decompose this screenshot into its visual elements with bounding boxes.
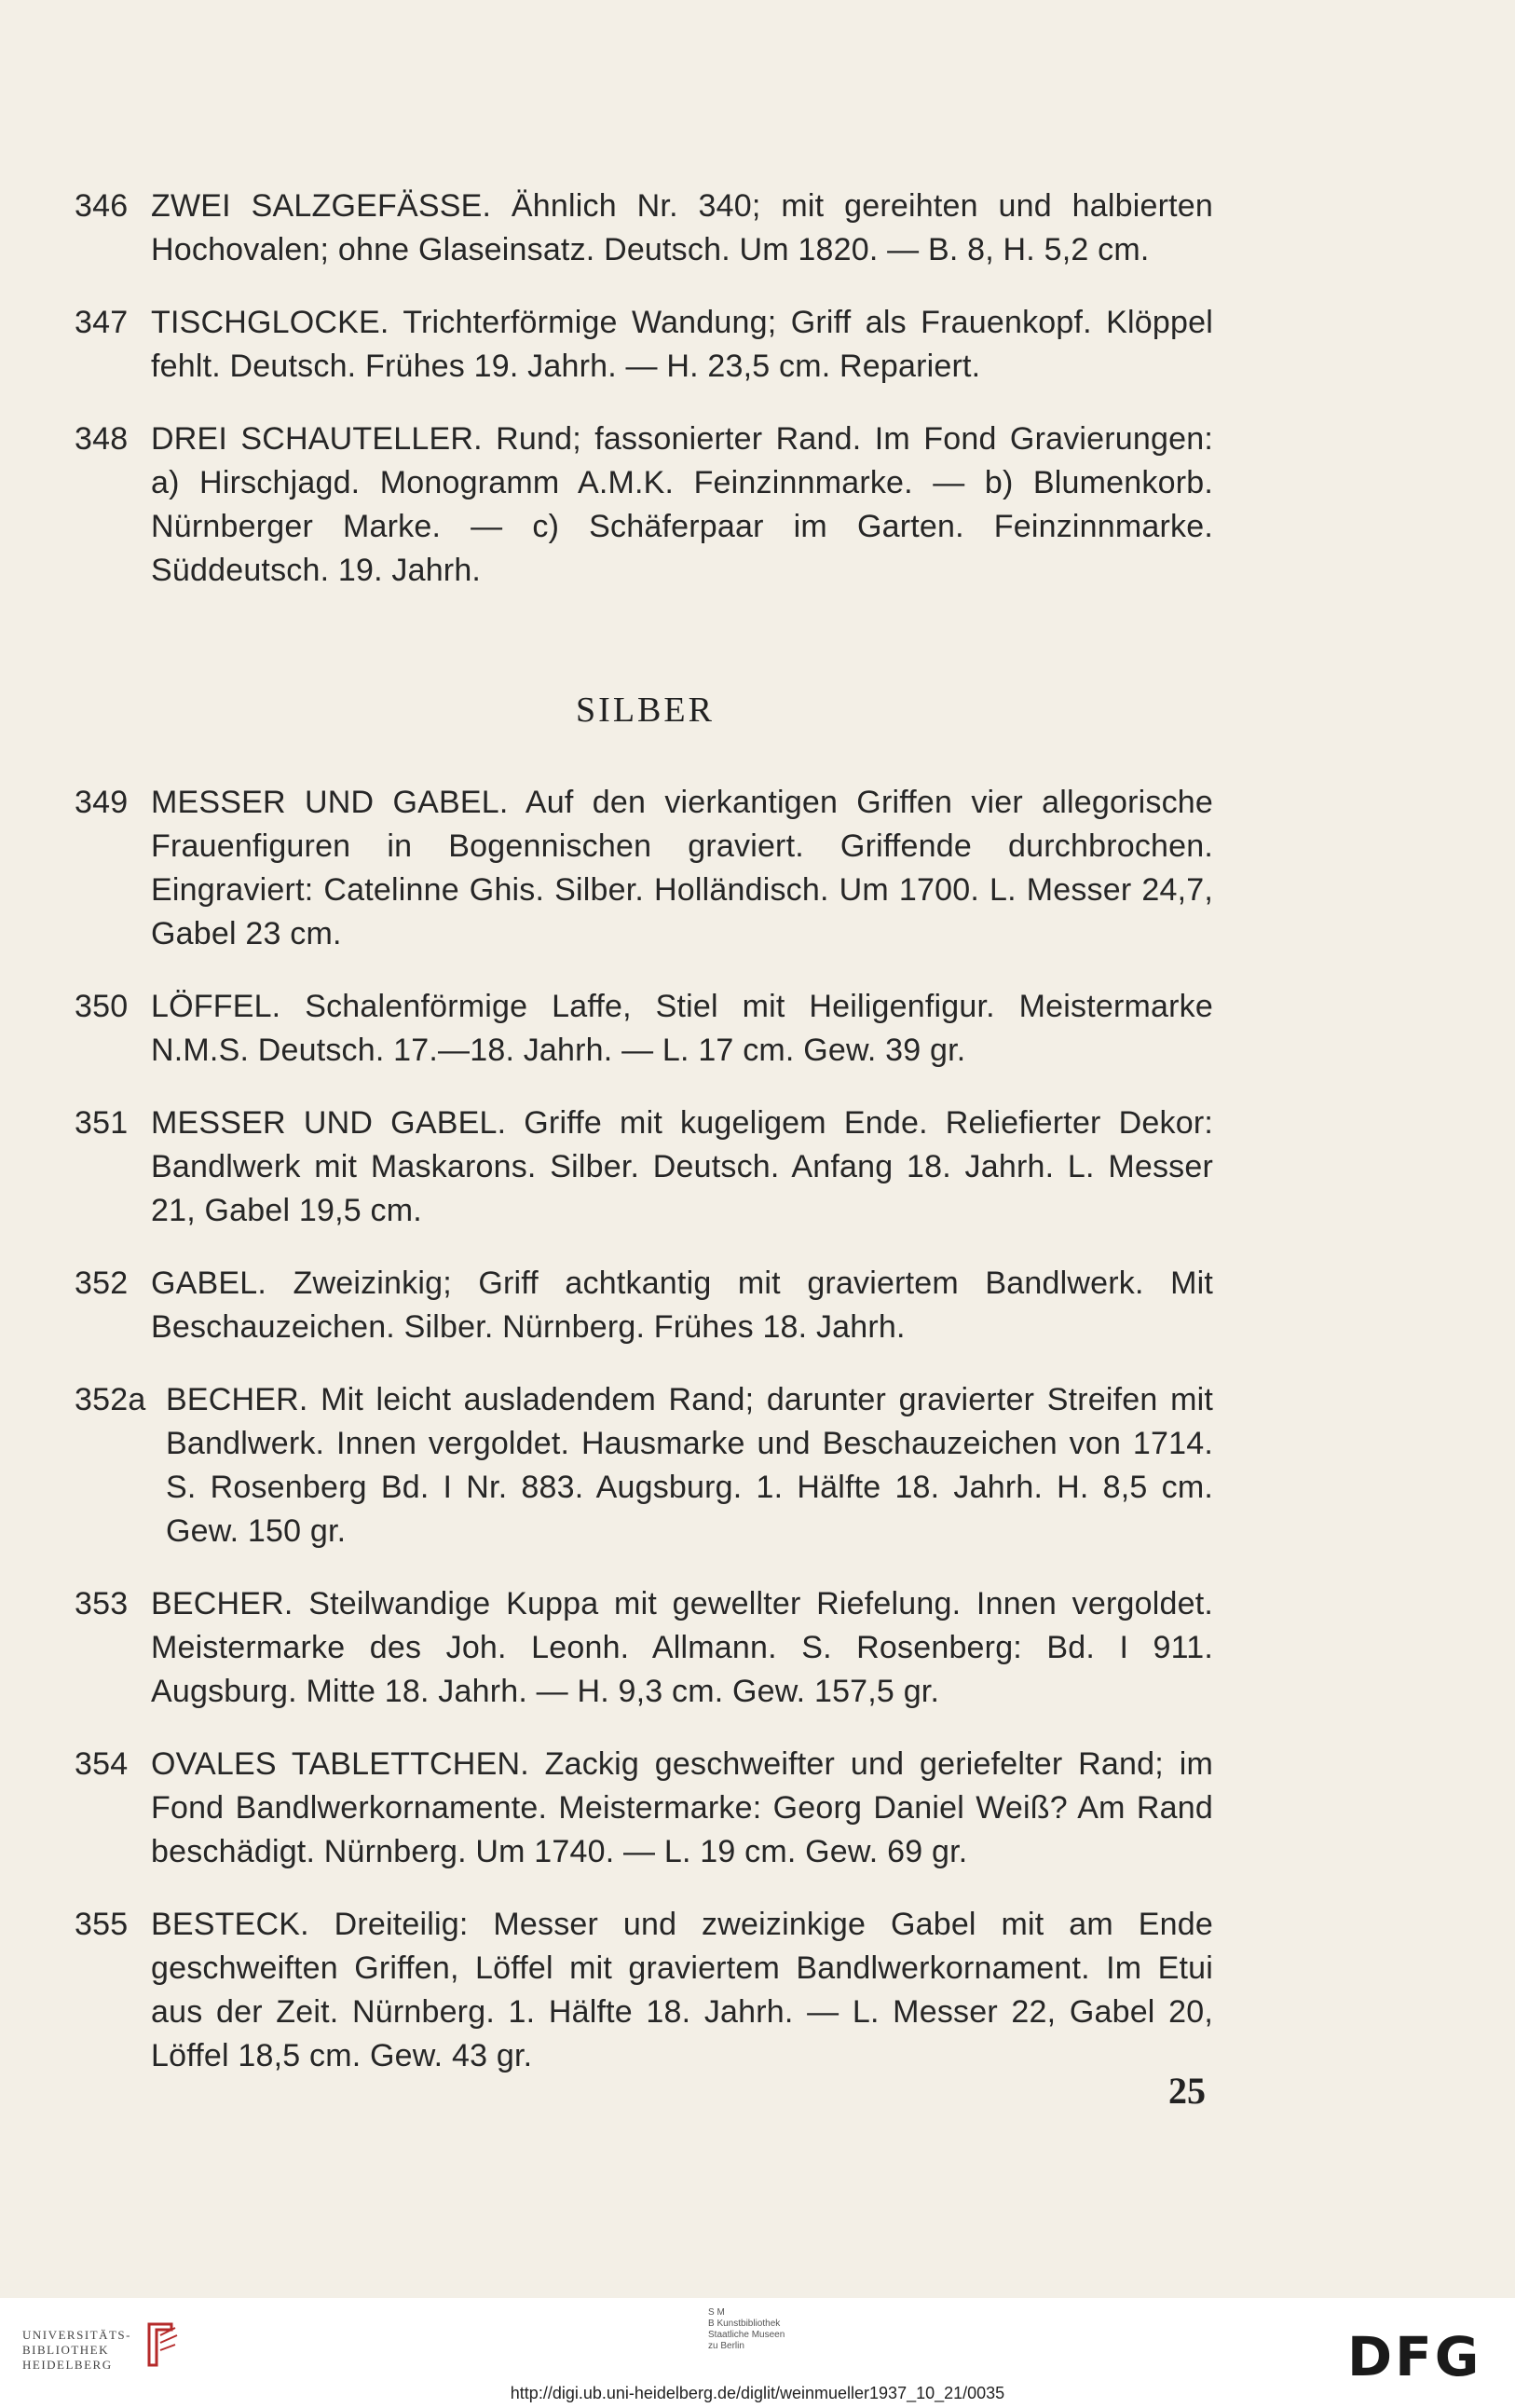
dfg-logo[interactable]: DFG (1347, 2325, 1482, 2388)
entry-number: 351 (75, 1105, 129, 1141)
catalog-entry (75, 1903, 1213, 2078)
catalog-entry (75, 985, 1213, 1073)
entry-number: 346 (75, 188, 129, 224)
catalog-entry (75, 1101, 1213, 1233)
catalog-entry (75, 1743, 1213, 1874)
entry-number: 354 (75, 1746, 129, 1782)
university-logo-icon[interactable] (140, 2319, 181, 2371)
entry-number: 353 (75, 1586, 129, 1621)
section-heading: SILBER (576, 691, 715, 730)
university-line: UNIVERSITÄTS- (22, 2328, 131, 2342)
catalog-entry (75, 185, 1213, 272)
catalog-entry (75, 781, 1213, 956)
entry-number: 352 (75, 1266, 129, 1301)
entry-text: MESSER UND GABEL. Auf den vierkantigen Griffen vier allegorische Frauenfiguren in Bogennischen graviert. Griffende durchbrochen. Eingraviert: Catelinne Ghis. Silber. Holländisch. Um 1700. L. Messer 24,7, Gabel 23 cm. (151, 785, 1213, 951)
entry-text: TISCHGLOCKE. Trichterförmige Wandung; Griff als Frauenkopf. Klöppel fehlt. Deutsch. Frühes 19. Jahrh. — H. 23,5 cm. Repariert. (151, 305, 1213, 384)
kunstbibliothek-line: zu Berlin (708, 2341, 744, 2351)
entry-text: DREI SCHAUTELLER. Rund; fassonierter Rand. Im Fond Gravierungen: a) Hirschjagd. Monogramm A.M.K. Feinzinnmarke. — b) Blumenkorb. Nürnberger Marke. — c) Schäferpaar im Garten. Feinzinnmarke. Süddeutsch. 19. Jahrh. (151, 421, 1213, 588)
entry-number: 348 (75, 421, 129, 457)
entry-text: GABEL. Zweizinkig; Griff achtkantig mit graviertem Bandlwerk. Mit Beschauzeichen. Silber. Nürnberg. Frühes 18. Jahrh. (151, 1266, 1213, 1345)
catalog-entry (75, 301, 1213, 389)
catalog-entry (75, 1378, 1213, 1553)
entries-before (75, 185, 1213, 622)
entry-text: BESTECK. Dreiteilig: Messer und zweizinkige Gabel mit am Ende geschweiften Griffen, Löffel mit graviertem Bandlwerkornament. Im Etui aus der Zeit. Nürnberg. 1. Hälfte 18. Jahrh. — L. Messer 22, Gabel 20, Löffel 18,5 cm. Gew. 43 gr. (151, 1907, 1213, 2073)
entry-text: OVALES TABLETTCHEN. Zackig geschweifter und geriefelter Rand; im Fond Bandlwerkornamente. Meistermarke: Georg Daniel Weiß? Am Rand beschädigt. Nürnberg. Um 1740. — L. 19 cm. Gew. 69 gr. (151, 1746, 1213, 1869)
university-library-label[interactable] (22, 2328, 131, 2373)
catalog-entry (75, 1582, 1213, 1714)
catalog-entry (75, 417, 1213, 593)
entry-text: BECHER. Steilwandige Kuppa mit gewellter Riefelung. Innen vergoldet. Meistermarke des Joh. Leonh. Allmann. S. Rosenberg: Bd. I 911. Augsburg. Mitte 18. Jahrh. — H. 9,3 cm. Gew. 157,5 gr. (151, 1586, 1213, 1709)
entry-text: LÖFFEL. Schalenförmige Laffe, Stiel mit Heiligenfigur. Meistermarke N.M.S. Deutsch. 17.—18. Jahrh. — L. 17 cm. Gew. 39 gr. (151, 989, 1213, 1068)
kunstbibliothek-line: Staatliche Museen (708, 2330, 785, 2340)
page-number: 25 (1168, 2070, 1206, 2112)
source-url[interactable]: http://digi.ub.uni-heidelberg.de/diglit/weinmueller1937_10_21/0035 (510, 2384, 1005, 2402)
entry-number: 350 (75, 989, 129, 1024)
catalog-entry (75, 1262, 1213, 1349)
entry-number: 355 (75, 1907, 129, 1942)
entry-text: MESSER UND GABEL. Griffe mit kugeligem Ende. Reliefierter Dekor: Bandlwerk mit Maskarons. Silber. Deutsch. Anfang 18. Jahrh. L. Messer 21, Gabel 19,5 cm. (151, 1105, 1213, 1228)
entry-number: 347 (75, 305, 129, 340)
university-line: BIBLIOTHEK (22, 2343, 109, 2357)
viewer-footer (0, 2298, 1515, 2408)
entry-number: 349 (75, 785, 129, 820)
kunstbibliothek-line: S M (708, 2307, 725, 2318)
university-line: HEIDELBERG (22, 2358, 113, 2372)
kunstbibliothek-label[interactable] (708, 2307, 785, 2352)
entry-text: BECHER. Mit leicht ausladendem Rand; darunter gravierter Streifen mit Bandlwerk. Innen vergoldet. Hausmarke und Beschauzeichen von 1714. S. Rosenberg Bd. I Nr. 883. Augsburg. 1. Hälfte 18. Jahrh. H. 8,5 cm. Gew. 150 gr. (166, 1382, 1213, 1549)
entry-number: 352a (75, 1382, 146, 1417)
entry-text: ZWEI SALZGEFÄSSE. Ähnlich Nr. 340; mit gereihten und halbierten Hochovalen; ohne Glaseinsatz. Deutsch. Um 1820. — B. 8, H. 5,2 cm. (151, 188, 1213, 267)
kunstbibliothek-line: B Kunstbibliothek (708, 2319, 781, 2329)
entries-after (75, 781, 1213, 2107)
